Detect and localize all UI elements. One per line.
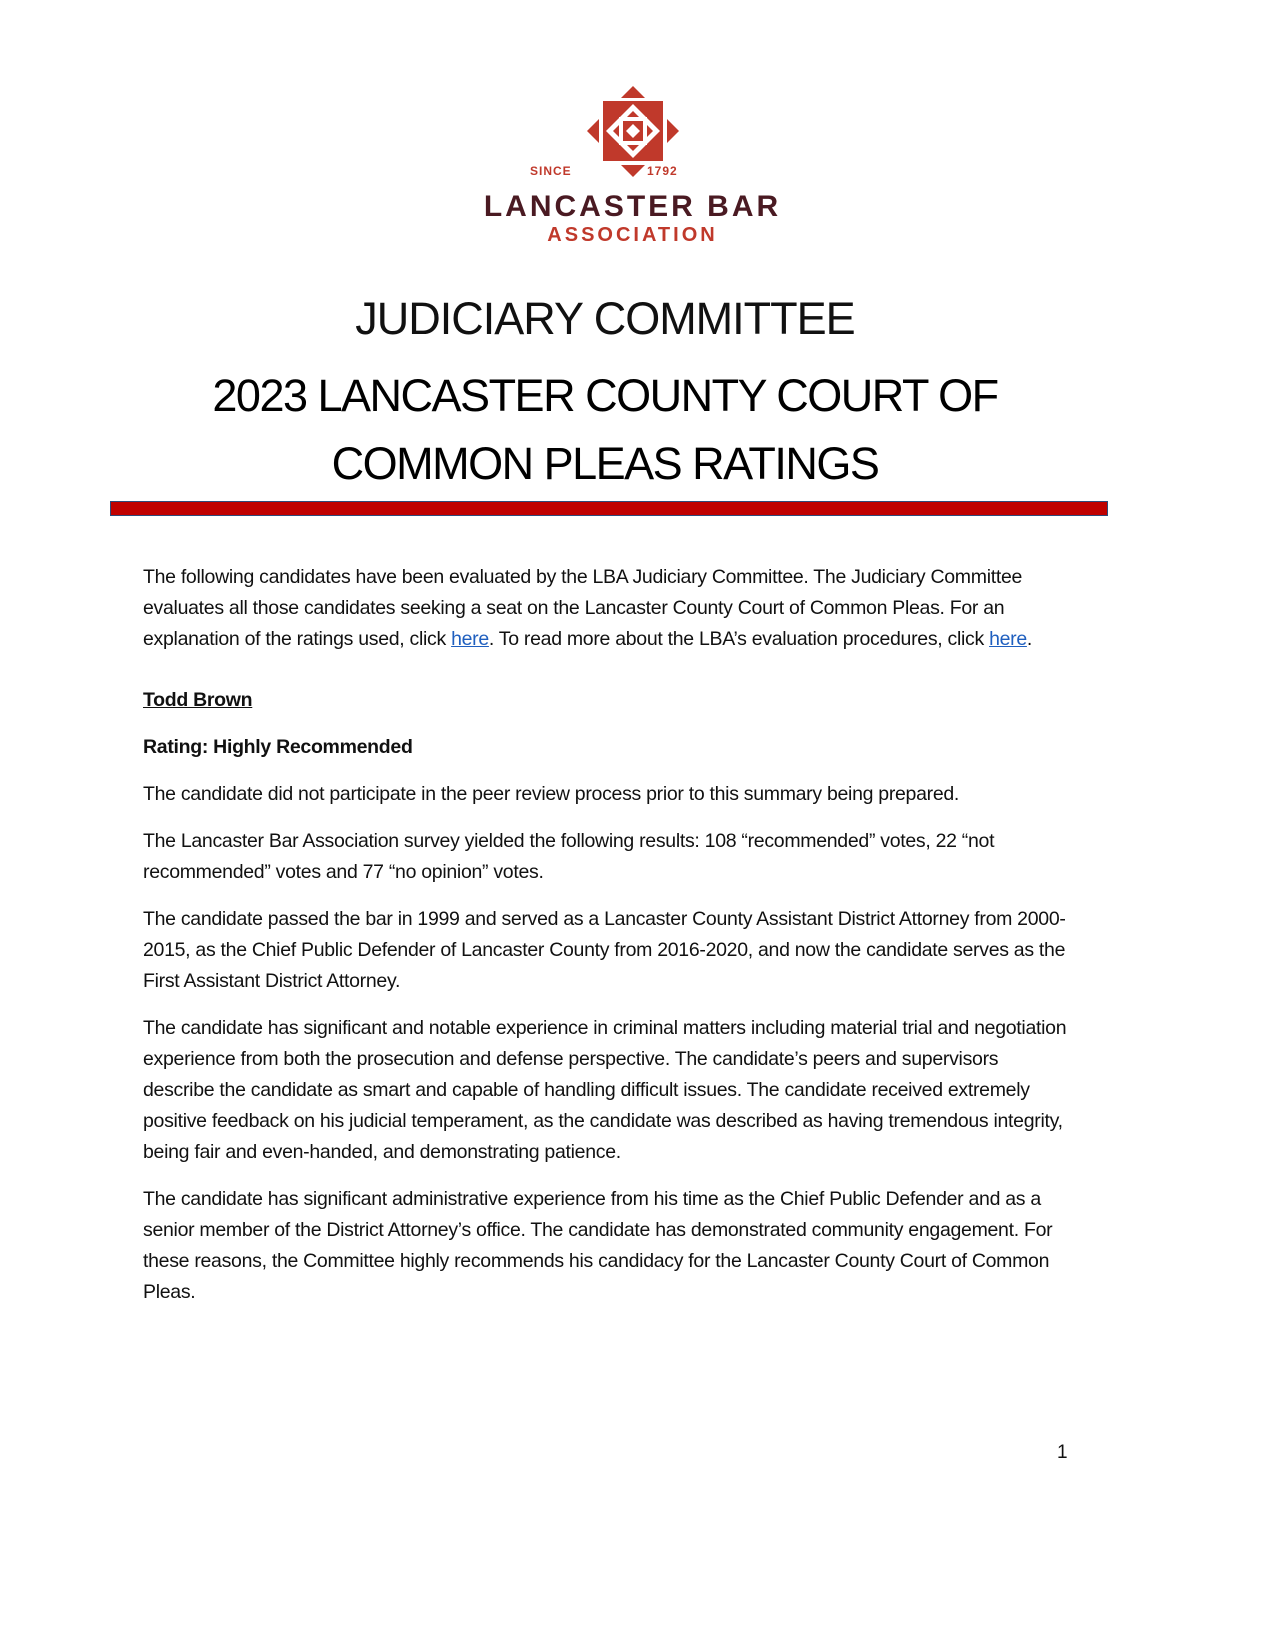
document-body <box>143 562 1073 1324</box>
ratings-explanation-link[interactable]: here <box>451 628 489 650</box>
candidate-rating: Rating: Highly Recommended <box>143 736 413 758</box>
committee-title: JUDICIARY COMMITTEE <box>355 293 855 344</box>
lba-logo <box>0 84 1265 246</box>
document-title <box>0 362 1210 498</box>
intro-text: . <box>1026 628 1033 650</box>
document-title-line2: COMMON PLEAS RATINGS <box>331 438 879 489</box>
logo-year: 1792 <box>647 164 678 178</box>
candidate-paragraph: The Lancaster Bar Association survey yielded the following results: 108 “recommended” votes, 22 “not recommended” votes and 77 “no opinion” votes. <box>143 830 995 883</box>
intro-text: . To read more about the LBA’s evaluation procedures, click <box>488 628 990 650</box>
logo-name: LANCASTER BAR <box>483 190 782 223</box>
candidate-paragraph: The candidate has significant administrative experience from his time as the Chief Public Defender and as a senior member of the District Attorney’s office. The candidate has demonstrated community engagement. For these reasons, the Committee highly recommends his candidacy for the Lancaster County Court of Common Pleas. <box>143 1188 1053 1303</box>
title-divider <box>110 501 1108 516</box>
intro-paragraph <box>143 562 1073 655</box>
candidate-paragraph: The candidate has significant and notable experience in criminal matters including material trial and negotiation experience from both the prosecution and defense perspective. The candidate’s peers and supervisors describe the candidate as smart and capable of handling difficult issues. The candidate received extremely positive feedback on his judicial temperament, as the candidate was described as having tremendous integrity, being fair and even-handed, and demonstrating patience. <box>143 1017 1067 1163</box>
candidate-paragraph: The candidate passed the bar in 1999 and served as a Lancaster County Assistant District Attorney from 2000-2015, as the Chief Public Defender of Lancaster County from 2016-2020, and now the candidate serves as the First Assistant District Attorney. <box>143 908 1066 992</box>
document-title-line1: 2023 LANCASTER COUNTY COURT OF <box>212 370 998 421</box>
intro-text: The following candidates have been evaluated by the LBA Judiciary Committee. The Judiciary Committee evaluates all those candidates seeking a seat on the Lancaster County Court of Common Pleas. For an explanation of the ratings used, click <box>143 566 1023 650</box>
candidate-paragraph: The candidate did not participate in the peer review process prior to this summary being prepared. <box>143 783 960 805</box>
page-number: 1 <box>1057 1442 1068 1463</box>
evaluation-procedures-link[interactable]: here <box>989 628 1027 650</box>
logo-subname: ASSOCIATION <box>547 224 718 246</box>
logo-since: SINCE <box>530 164 572 178</box>
candidate-name: Todd Brown <box>143 689 253 711</box>
